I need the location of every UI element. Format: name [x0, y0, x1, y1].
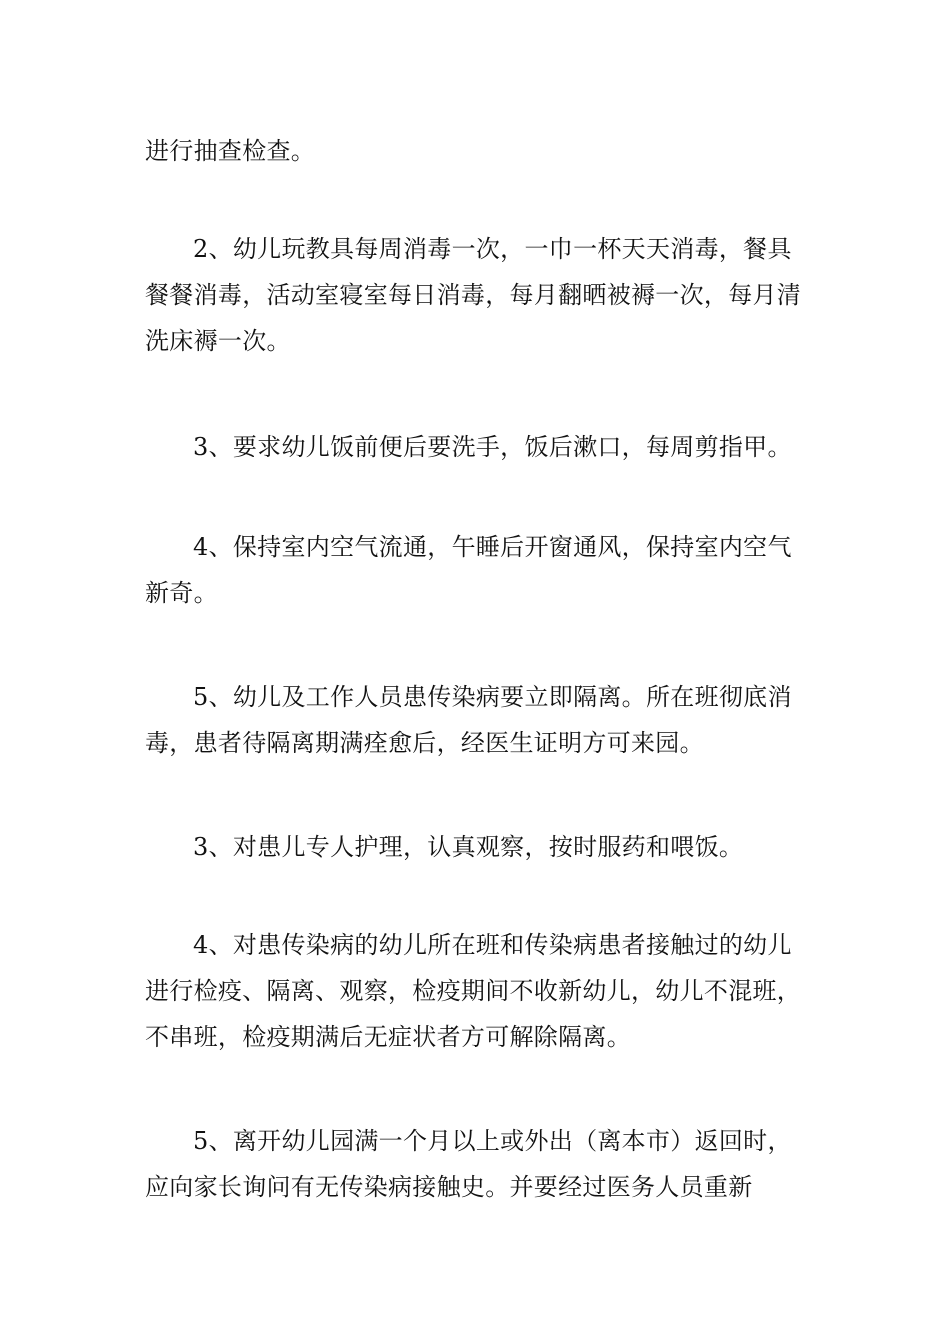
paragraph-item-3-hand-washing: 3、要求幼儿饭前便后要洗手，饭后漱口，每周剪指甲。 [193, 433, 792, 461]
paragraph-continuation: 进行抽查检查。 [145, 137, 316, 165]
paragraph-item-3-nursing: 3、对患儿专人护理，认真观察，按时服药和喂饭。 [193, 833, 744, 861]
paragraph-item-5-return-check: 5、离开幼儿园满一个月以上或外出（离本市）返回时，应向家长询问有无传染病接触史。并要经过医务人员重新 [145, 1127, 792, 1201]
paragraph-item-2-toys-disinfection: 2、幼儿玩教具每周消毒一次，一巾一杯天天消毒，餐具餐餐消毒，活动室寝室每日消毒，每月翻晒被褥一次，每月清洗床褥一次。 [145, 235, 802, 355]
paragraph-item-4-ventilation: 4、保持室内空气流通，午睡后开窗通风，保持室内空气新奇。 [145, 533, 792, 607]
paragraph-item-5-isolation: 5、幼儿及工作人员患传染病要立即隔离。所在班彻底消毒，患者待隔离期满痊愈后，经医生证明方可来园。 [145, 683, 792, 757]
paragraph-item-4-quarantine: 4、对患传染病的幼儿所在班和传染病患者接触过的幼儿进行检疫、隔离、观察，检疫期间不收新幼儿，幼儿不混班，不串班，检疫期满后无症状者方可解除隔离。 [145, 931, 802, 1051]
